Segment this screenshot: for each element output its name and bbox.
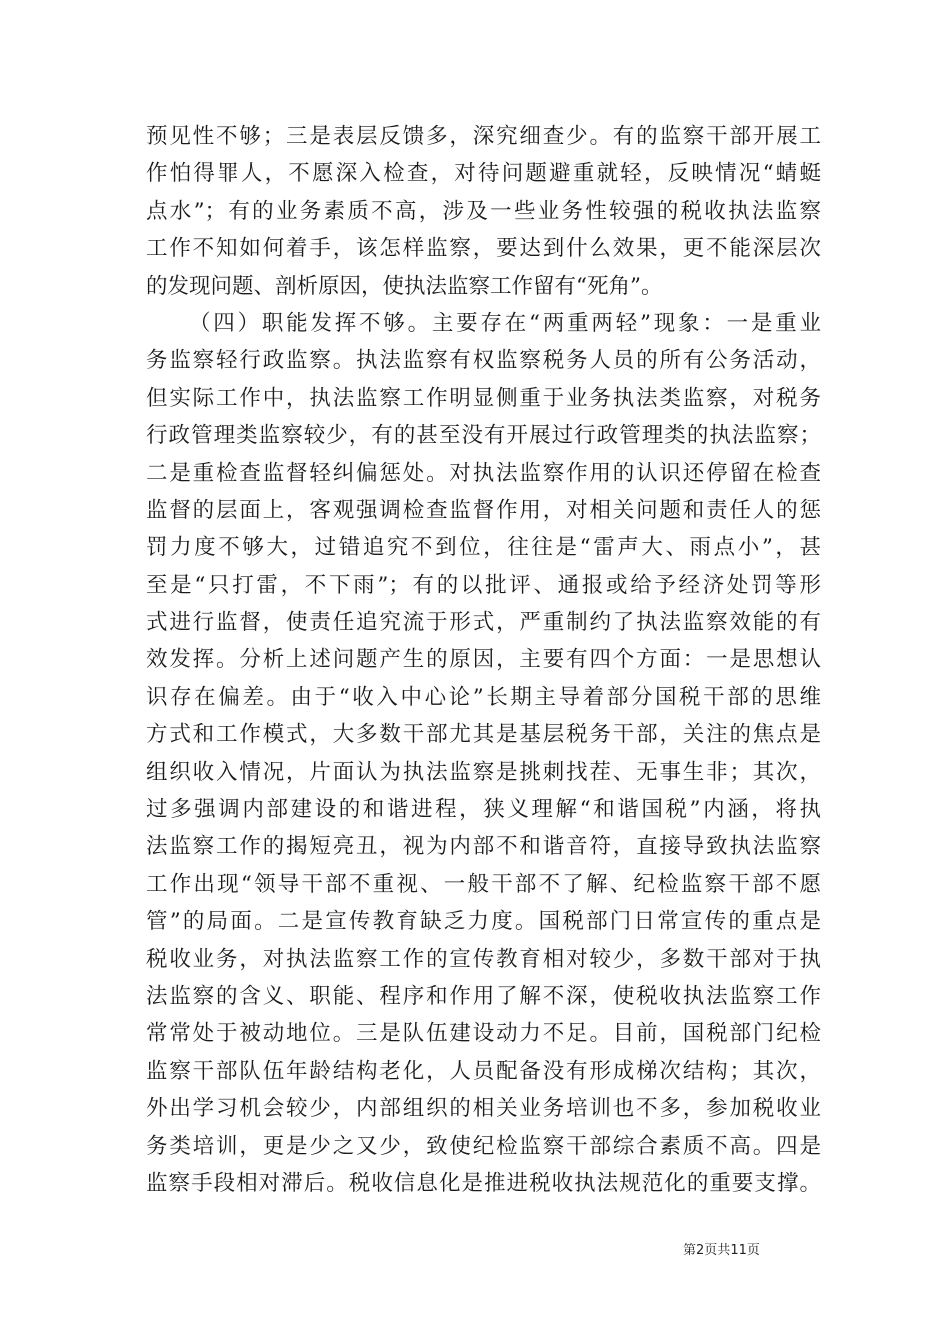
body-text [146, 118, 821, 1202]
text-line: 至是“只打雷，不下雨”；有的以批评、通报或给予经济处罚等形 [146, 572, 821, 598]
footer-prefix: 第 [683, 1243, 697, 1258]
text-line: 识存在偏差。由于“收入中心论”长期主导着部分国税干部的思维 [146, 684, 821, 710]
text-line: 行政管理类监察较少，有的甚至没有开展过行政管理类的执法监察； [146, 423, 821, 449]
text-line: 管”的局面。二是宣传教育缺乏力度。国税部门日常宣传的重点是 [146, 909, 821, 935]
text-line: 的发现问题、剖析原因，使执法监察工作留有“死角”。 [146, 273, 663, 299]
text-line: 外出学习机会较少，内部组织的相关业务培训也不多，参加税收业 [146, 1096, 821, 1122]
text-line: 工作不知如何着手，该怎样监察，要达到什么效果，更不能深层次 [146, 236, 821, 262]
text-line: 务监察轻行政监察。执法监察有权监察税务人员的所有公务活动， [146, 348, 821, 374]
text-line: 务类培训，更是少之又少，致使纪检监察干部综合素质不高。四是 [146, 1133, 821, 1159]
text-line: （四）职能发挥不够。主要存在“两重两轻”现象：一是重业 [189, 310, 821, 336]
text-line: 方式和工作模式，大多数干部尤其是基层税务干部，关注的焦点是 [146, 722, 821, 748]
text-line: 监督的层面上，客观强调检查监督作用，对相关问题和责任人的惩 [146, 497, 821, 523]
text-line: 点水”；有的业务素质不高，涉及一些业务性较强的税收执法监察 [146, 198, 821, 224]
text-line: 作怕得罪人，不愿深入检查，对待问题避重就轻，反映情况“蜻蜓 [146, 161, 821, 187]
text-line: 式进行监督，使责任追究流于形式，严重制约了执法监察效能的有 [146, 610, 821, 636]
text-line: 但实际工作中，执法监察工作明显侧重于业务执法类监察，对税务 [146, 385, 821, 411]
text-line: 监察干部队伍年龄结构老化，人员配备没有形成梯次结构；其次， [146, 1058, 821, 1084]
current-page-number: 2 [696, 1243, 705, 1258]
text-line: 效发挥。分析上述问题产生的原因，主要有四个方面：一是思想认 [146, 647, 821, 673]
text-line: 常常处于被动地位。三是队伍建设动力不足。目前，国税部门纪检 [146, 1021, 821, 1047]
text-line: 税收业务，对执法监察工作的宣传教育相对较少，多数干部对于执 [146, 946, 821, 972]
text-line: 法监察的含义、职能、程序和作用了解不深，使税收执法监察工作 [146, 983, 821, 1009]
text-line: 组织收入情况，片面认为执法监察是挑刺找茬、无事生非；其次， [146, 759, 821, 785]
text-line: 法监察工作的揭短亮丑，视为内部不和谐音符，直接导致执法监察 [146, 834, 821, 860]
text-line: 工作出现“领导干部不重视、一般干部不了解、纪检监察干部不愿 [146, 871, 821, 897]
total-pages-number: 11 [730, 1243, 747, 1258]
text-line: 预见性不够；三是表层反馈多，深究细查少。有的监察干部开展工 [146, 124, 821, 149]
text-line: 监察手段相对滞后。税收信息化是推进税收执法规范化的重要支撑。 [146, 1170, 821, 1196]
text-line: 罚力度不够大，过错追究不到位，往往是“雷声大、雨点小”，甚 [146, 535, 821, 561]
text-line: 过多强调内部建设的和谐进程，狭义理解“和谐国税”内涵，将执 [146, 797, 821, 823]
footer-suffix: 页 [746, 1243, 760, 1258]
page-number-footer [683, 1243, 760, 1259]
footer-middle: 页共 [704, 1243, 731, 1258]
text-line: 二是重检查监督轻纠偏惩处。对执法监察作用的认识还停留在检查 [146, 460, 821, 486]
